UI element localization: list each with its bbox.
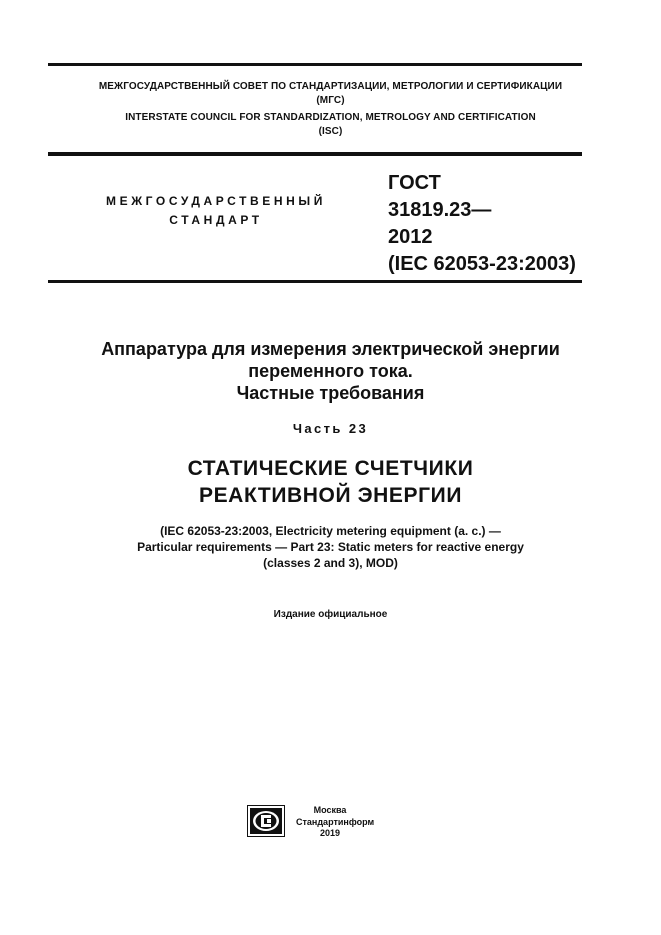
publisher-city: Москва [313, 805, 347, 815]
designation-line4: (IEC 62053-23:2003) [388, 253, 576, 275]
subtitle-line1: СТАТИЧЕСКИЕ СЧЕТЧИКИ [187, 457, 474, 480]
part-number: Часть 23 [292, 421, 369, 436]
standard-label-line1: МЕЖГОСУДАРСТВЕННЫЙ [106, 194, 326, 208]
document-title-line2: переменного тока. [248, 361, 413, 381]
designation-line2: 31819.23— [388, 199, 492, 221]
document-title-line3: Частные требования [236, 383, 425, 403]
iec-reference-line2: Particular requirements — Part 23: Static meters for reactive energy [137, 540, 524, 554]
header-bottom-rule [48, 280, 582, 283]
council-ru-abbr: (МГС) [316, 95, 345, 106]
council-ru-line1: МЕЖГОСУДАРСТВЕННЫЙ СОВЕТ ПО СТАНДАРТИЗАЦИИ, МЕТРОЛОГИИ И СЕРТИФИКАЦИИ [98, 81, 563, 92]
standard-label-line2: СТАНДАРТ [169, 213, 263, 227]
publisher-name: Стандартинформ [296, 816, 375, 827]
publisher-year: 2019 [319, 828, 341, 838]
designation-line3: 2012 [388, 226, 433, 248]
council-en-abbr: (ISC) [318, 126, 343, 137]
document-title-line1: Аппаратура для измерения электрической энергии [101, 339, 560, 359]
council-en-line1: INTERSTATE COUNCIL FOR STANDARDIZATION, METROLOGY AND CERTIFICATION [125, 112, 536, 123]
edition-label: Издание официальное [273, 609, 388, 620]
iec-reference-line1: (IEC 62053-23:2003, Electricity metering equipment (a. c.) — [160, 524, 501, 538]
top-rule [48, 63, 582, 66]
iec-reference-line3: (classes 2 and 3), MOD) [263, 556, 398, 570]
council-rule [48, 152, 582, 156]
standartinform-logo-icon [247, 805, 285, 837]
subtitle-line2: РЕАКТИВНОЙ ЭНЕРГИИ [198, 484, 463, 507]
publisher-block [296, 805, 375, 840]
designation-line1: ГОСТ [388, 172, 441, 194]
